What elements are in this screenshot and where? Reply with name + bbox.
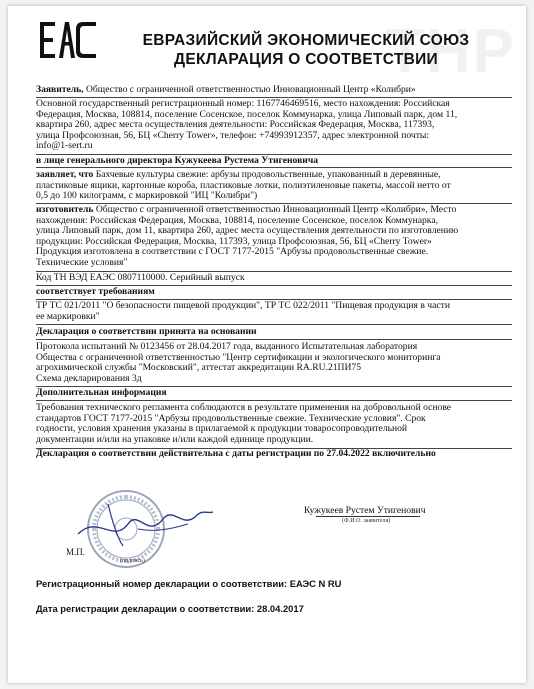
signature-caption: (подпись) [120, 558, 145, 564]
signer-line [316, 516, 420, 517]
separator [36, 400, 512, 401]
basis-text: Протокола испытаний № 0123456 от 28.04.2017 года, выданного Испытательная лаборатория Общества с ограниченной ответственностью "Центр сертификации и экологического мониторинга агрохимической службы "Московский", аттестат аккредитации RA.RU.21ПИ75 Схема декларирования 3д [36, 341, 441, 384]
separator [36, 339, 512, 340]
additional-label: Дополнительная информация [36, 387, 167, 398]
hs-code: Код ТН ВЭД ЕАЭС 0807110000. Серийный выпуск [36, 272, 245, 283]
signer-caption: (Ф.И.О. заявителя) [342, 518, 391, 524]
manufacturer-label: изготовитель [36, 204, 94, 215]
basis-label: Декларация о соответствии принята на основании [36, 326, 257, 337]
applicant-name: Общество с ограниченной ответственностью Инновационный Центр «Колибри» [83, 84, 416, 95]
registration-number: Регистрационный номер декларации о соответствии: ЕАЭС N RU [36, 578, 342, 589]
conforms-text: ТР ТС 021/2011 "О безопасности пищевой продукции", ТР ТС 022/2011 "Пищевая продукция в части ее маркировки" [36, 300, 450, 322]
title-declaration: ДЕКЛАРАЦИЯ О СООТВЕТСТВИИ [174, 51, 438, 68]
declaration-document [8, 6, 526, 683]
declares-label: заявляет, что [36, 169, 94, 180]
applicant-represented: в лице генерального директора Кужукеева Рустема Утигеновича [36, 155, 319, 166]
registration-date: Дата регистрации декларации о соответствии: 28.04.2017 [36, 603, 304, 614]
validity-line: Декларация о соответствии действительна с даты регистрации по 27.04.2022 включительно [36, 448, 436, 459]
applicant-line [36, 85, 512, 96]
title-union: ЕВРАЗИЙСКИЙ ЭКОНОМИЧЕСКИЙ СОЮЗ [142, 32, 470, 49]
mp-label: М.П. [66, 547, 86, 557]
applicant-label: Заявитель, [36, 84, 84, 95]
conforms-label: соответствует требованиям [36, 286, 155, 297]
manufacturer-block: изготовитель Общество с ограниченной ответственностью Инновационный Центр «Колибри», Место нахождения: Российская Федерация, Москва, 108814, поселение Сосенское, поселок Коммунарка, улица Липовый парк, дом 11, квартира 260, адрес места осуществления деятельности по изготовлению продукции: Российская Федерация, Москва, 117393, улица Профсоюзная, 56, БЦ «Cherry Tower» Продукция изготовлена в соответствии с ГОСТ 7177-2015 "Арбузы продовольственные свежие. Технические условия" [36, 204, 459, 268]
applicant-details: Основной государственный регистрационный номер: 1167746469516, место нахождения: Российская Федерация, Москва, 108814, поселение Сосенское, поселок Коммунарка, улица Липовый парк, дом 11, квартира 260, адрес места осуществления деятельности: Российская Федерация, Москва, 117393, улица Профсоюзная, 56, БЦ «Cherry Tower», телефон: +74993912357, адрес электронной почты: info@1-sert.ru [36, 98, 458, 152]
signer-name: Кужукеев Рустем Утигенович [304, 505, 426, 516]
separator [36, 324, 512, 325]
handwritten-signature-icon [68, 494, 218, 554]
watermark: ТНР [386, 17, 516, 86]
separator [36, 167, 512, 168]
declares-block: заявляет, что Бахчевые культуры свежие: арбузы продовольственные, упакованный в деревянные, пластиковые ящики, картонные короба, пластиковые лотки, полиэтиленовые пакеты, массой нетто от 0,5 до 100 килограмм, с маркировкой "ИЦ "Колибри") [36, 169, 451, 202]
validity-date: 27.04.2022 [326, 448, 370, 459]
additional-text: Требования технического регламента соблюдаются в результате применения на добровольной основе стандартов ГОСТ 7177-2015 "Арбузы продовольственные свежие. Технические условия". Срок годности, условия хранения указаны в прилагаемой к продукции товаросопроводительной документации и/или на упаковке и/или каждой единице продукции. [36, 402, 452, 445]
eac-mark-icon [38, 18, 102, 62]
